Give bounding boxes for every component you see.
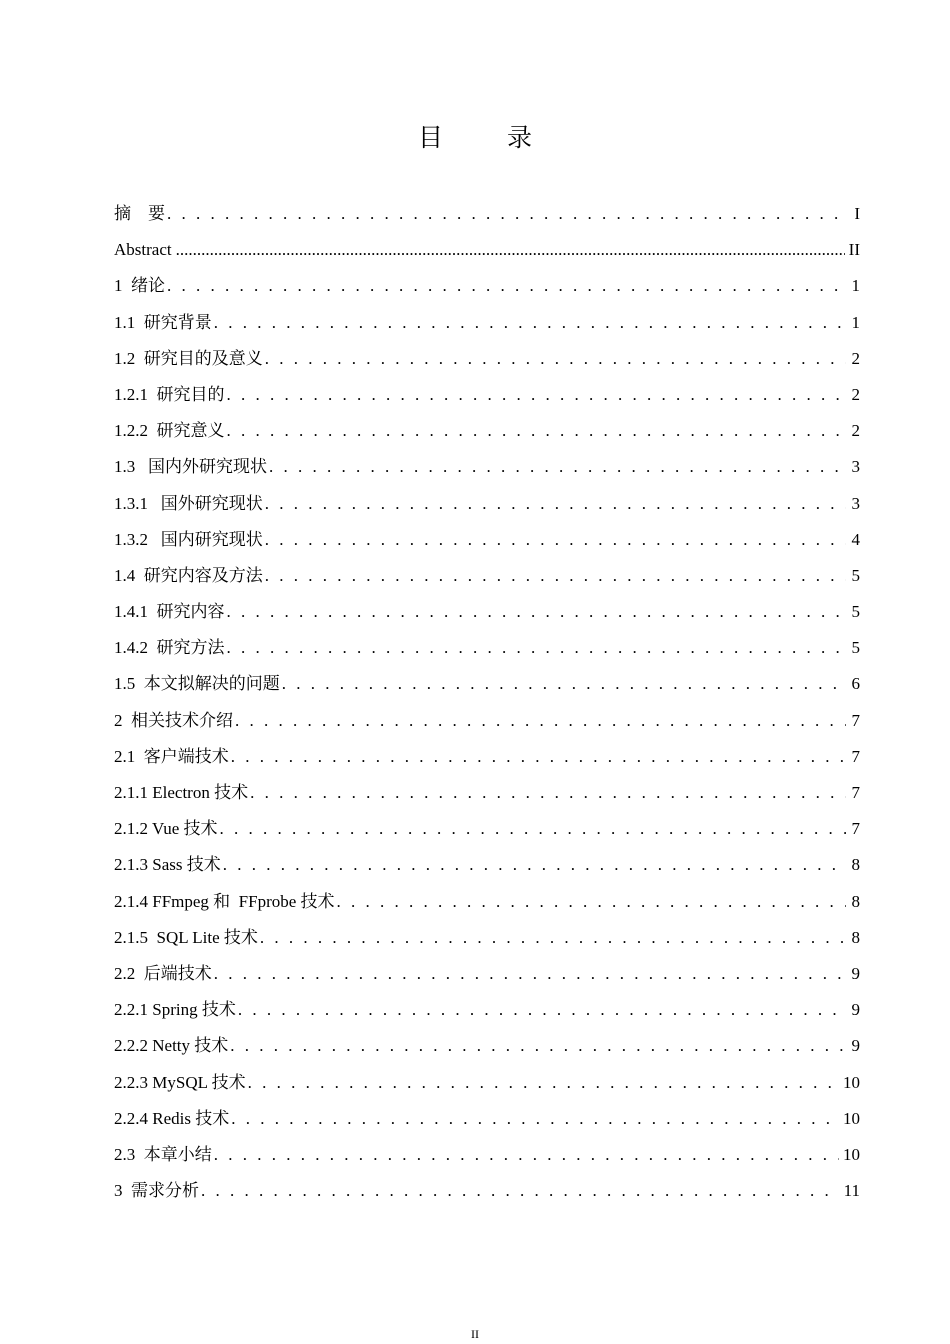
toc-dot-leader bbox=[337, 887, 846, 917]
toc-entry[interactable] bbox=[114, 597, 860, 633]
toc-entry[interactable] bbox=[114, 814, 860, 850]
toc-dot-leader bbox=[220, 814, 847, 844]
toc-entry[interactable] bbox=[114, 199, 860, 235]
toc-entry[interactable] bbox=[114, 1104, 860, 1140]
toc-entry-label: 1.4.2 研究方法 bbox=[114, 638, 225, 658]
toc-entry-label: 2.3 本章小结 bbox=[114, 1144, 212, 1164]
toc-entry-page: I bbox=[854, 204, 860, 223]
toc-entry[interactable] bbox=[114, 1140, 860, 1176]
toc-entry-page: 4 bbox=[851, 529, 860, 549]
toc-entry[interactable] bbox=[114, 850, 860, 886]
toc-entry[interactable] bbox=[114, 525, 860, 561]
page-number: II bbox=[471, 1327, 479, 1341]
toc-dot-leader bbox=[265, 344, 846, 374]
toc-entry-page: 10 bbox=[843, 1108, 860, 1128]
toc-dot-leader bbox=[227, 633, 847, 663]
toc-entry-page: 10 bbox=[843, 1144, 860, 1164]
toc-entry-page: 5 bbox=[851, 638, 860, 658]
toc-entry-label: 2.1.3 Sass 技术 bbox=[114, 855, 221, 875]
toc-entry-page: 3 bbox=[851, 457, 860, 477]
toc-dot-leader bbox=[248, 1068, 839, 1098]
toc-entry-page: 9 bbox=[851, 1000, 860, 1020]
toc-entry-label: 摘 要 bbox=[114, 204, 165, 223]
toc-entry-page: 5 bbox=[851, 565, 860, 585]
toc-dot-leader bbox=[230, 1031, 846, 1061]
toc-entry-page: 11 bbox=[843, 1181, 860, 1201]
toc-entry-label: 3 需求分析 bbox=[114, 1181, 199, 1201]
toc-entry-page: 2 bbox=[851, 384, 860, 404]
toc-entry[interactable] bbox=[114, 1176, 860, 1212]
toc-entry-label: 2.1 客户端技术 bbox=[114, 746, 229, 766]
toc-entry[interactable] bbox=[114, 706, 860, 742]
toc-entry-label: 2.1.1 Electron 技术 bbox=[114, 783, 249, 802]
toc-entry-page: 7 bbox=[851, 746, 860, 766]
toc-entry-label: 2.2.4 Redis 技术 bbox=[114, 1108, 230, 1128]
toc-dot-leader bbox=[260, 923, 846, 953]
toc-entry-label: 2.2.3 MySQL 技术 bbox=[114, 1072, 246, 1092]
toc-entry-label: 2.2.2 Netty 技术 bbox=[114, 1036, 229, 1056]
toc-entry[interactable] bbox=[114, 959, 860, 995]
toc-entry-label: 1.3.2 国内研究现状 bbox=[114, 529, 263, 549]
toc-entry-page: 3 bbox=[851, 493, 860, 513]
toc-dot-leader bbox=[231, 1104, 839, 1134]
toc-dot-leader bbox=[227, 416, 847, 446]
toc-dot-leader bbox=[214, 308, 846, 338]
toc-entry-page: 5 bbox=[851, 602, 860, 622]
toc-entry-page: 6 bbox=[851, 674, 860, 694]
toc-entry[interactable] bbox=[114, 778, 860, 814]
toc-dot-leader bbox=[282, 669, 846, 699]
toc-entry-label: 1 绪论 bbox=[114, 276, 165, 296]
toc-entry-page: 2 bbox=[851, 348, 860, 368]
toc-entry-label: 2.2 后端技术 bbox=[114, 963, 212, 983]
toc-entry-page: 8 bbox=[851, 891, 860, 911]
toc-dot-leader bbox=[238, 995, 846, 1025]
toc-dot-leader bbox=[250, 778, 846, 808]
toc-entry-page: 8 bbox=[851, 855, 860, 875]
toc-dot-leader bbox=[214, 959, 846, 989]
toc-dot-leader bbox=[265, 525, 846, 555]
toc-dot-leader bbox=[167, 271, 846, 301]
toc-entry-page: 8 bbox=[851, 927, 860, 947]
toc-entry[interactable] bbox=[114, 1031, 860, 1067]
toc-entry[interactable] bbox=[114, 308, 860, 344]
toc-dot-leader bbox=[214, 1140, 839, 1170]
toc-entry-page: 1 bbox=[851, 276, 860, 296]
toc-entry-label: 2.1.4 FFmpeg 和 FFprobe 技术 bbox=[114, 891, 335, 911]
toc-entry-page: 2 bbox=[851, 421, 860, 441]
toc-dot-leader bbox=[231, 742, 846, 772]
toc-entry-label: 1.5 本文拟解决的问题 bbox=[114, 674, 280, 694]
toc-entry-label: 2.1.5 SQL Lite 技术 bbox=[114, 927, 258, 947]
toc-dot-leader bbox=[235, 706, 846, 736]
toc-entry[interactable] bbox=[114, 271, 860, 307]
toc-entry-label: Abstract bbox=[114, 240, 172, 260]
toc-dot-leader bbox=[201, 1176, 840, 1206]
toc-dot-leader bbox=[265, 489, 846, 519]
toc-dot-leader bbox=[227, 380, 847, 410]
toc-entry-label: 1.4 研究内容及方法 bbox=[114, 565, 263, 585]
toc-entry-label: 1.2.1 研究目的 bbox=[114, 384, 225, 404]
toc-entry-page: 9 bbox=[851, 1036, 860, 1056]
toc-entry-page: 7 bbox=[851, 710, 860, 730]
toc-entry-page: 9 bbox=[851, 963, 860, 983]
toc-entry[interactable] bbox=[114, 995, 860, 1031]
toc-entry-label: 2.2.1 Spring 技术 bbox=[114, 1000, 236, 1020]
toc-entry[interactable] bbox=[114, 669, 860, 705]
toc-entry-label: 1.2 研究目的及意义 bbox=[114, 348, 263, 368]
toc-dot-leader bbox=[223, 850, 846, 880]
toc-entry[interactable] bbox=[114, 887, 860, 923]
toc-entry[interactable] bbox=[114, 452, 860, 488]
table-of-contents bbox=[114, 199, 860, 1212]
toc-entry-page: 7 bbox=[851, 783, 860, 802]
toc-entry-label: 2 相关技术介绍 bbox=[114, 710, 233, 730]
toc-entry-label: 1.3.1 国外研究现状 bbox=[114, 493, 263, 513]
toc-entry-page: II bbox=[848, 240, 860, 260]
toc-entry[interactable] bbox=[114, 235, 860, 271]
toc-dot-leader bbox=[176, 235, 845, 265]
toc-entry-page: 10 bbox=[843, 1072, 860, 1092]
toc-entry[interactable] bbox=[114, 561, 860, 597]
toc-entry[interactable] bbox=[114, 380, 860, 416]
toc-entry[interactable] bbox=[114, 1068, 860, 1104]
toc-entry[interactable] bbox=[114, 489, 860, 525]
toc-entry-label: 1.2.2 研究意义 bbox=[114, 421, 225, 441]
toc-dot-leader bbox=[265, 561, 846, 591]
toc-entry-label: 1.3 国内外研究现状 bbox=[114, 457, 267, 477]
page-title: 目 录 bbox=[418, 123, 560, 152]
toc-entry-page: 1 bbox=[851, 312, 860, 332]
toc-entry-label: 1.4.1 研究内容 bbox=[114, 602, 225, 622]
toc-entry[interactable] bbox=[114, 923, 860, 959]
toc-entry-label: 1.1 研究背景 bbox=[114, 312, 212, 332]
toc-entry[interactable] bbox=[114, 344, 860, 380]
toc-entry-page: 7 bbox=[851, 819, 860, 839]
toc-dot-leader bbox=[227, 597, 847, 627]
toc-entry[interactable] bbox=[114, 416, 860, 452]
toc-entry[interactable] bbox=[114, 742, 860, 778]
toc-dot-leader bbox=[269, 452, 846, 482]
toc-entry-label: 2.1.2 Vue 技术 bbox=[114, 819, 218, 839]
toc-entry[interactable] bbox=[114, 633, 860, 669]
toc-dot-leader bbox=[167, 199, 846, 229]
